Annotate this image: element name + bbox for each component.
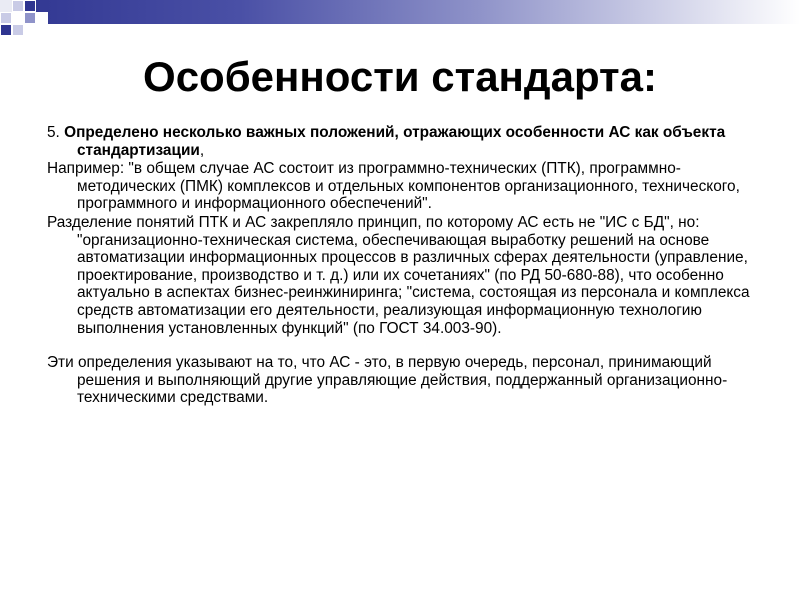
decor-square (12, 12, 24, 24)
decor-square (24, 0, 36, 12)
paragraph-point-5 (47, 124, 767, 159)
decor-square (0, 12, 12, 24)
point-number: 5. (47, 124, 65, 141)
decor-square (0, 24, 12, 36)
decor-square (24, 24, 36, 36)
decor-square (36, 12, 48, 24)
paragraph-example: Например: "в общем случае АС состоит из программно-технических (ПТК), программно-методических (ПМК) комплексов и отдельных компонентов организационного, технического, программного и информационного обеспечений". (47, 160, 740, 213)
point-bold-text: Определено несколько важных положений, отражающих особенности АС как объекта стандартизации (64, 124, 726, 159)
slide-title: Особенности стандарта: (143, 53, 657, 100)
point-tail: , (199, 141, 205, 159)
header-gradient-bar (0, 0, 800, 24)
decor-square (12, 24, 24, 36)
decorative-squares (0, 0, 60, 48)
slide-body (47, 124, 767, 408)
paragraph-separation: Разделение понятий ПТК и АС закрепляло принцип, по которому АС есть не "ИС с БД", но: "организационно-техническая система, обеспечивающая выработку решений на основе автоматизации информационных процессов в различных сферах деятельности (управление, проектирование, производство и т. д.) или их сочетаниях" (по РД 50-680-88), что особенно актуально в аспектах бизнес-реинжиниринга; "система, состоящая из персонала и комплекса средств автоматизации его деятельности, реализующая информационную технологию выполнения установленных функций" (по ГОСТ 34.003-90). (47, 213, 750, 337)
paragraph-conclusion: Эти определения указывают на то, что АС - это, в первую очередь, персонал, принимающий решения и выполняющий другие управляющие действия, поддержанный организационно-техническими средствами. (47, 354, 728, 407)
decor-square (12, 0, 24, 12)
decor-square (24, 12, 36, 24)
decor-square (0, 0, 12, 12)
